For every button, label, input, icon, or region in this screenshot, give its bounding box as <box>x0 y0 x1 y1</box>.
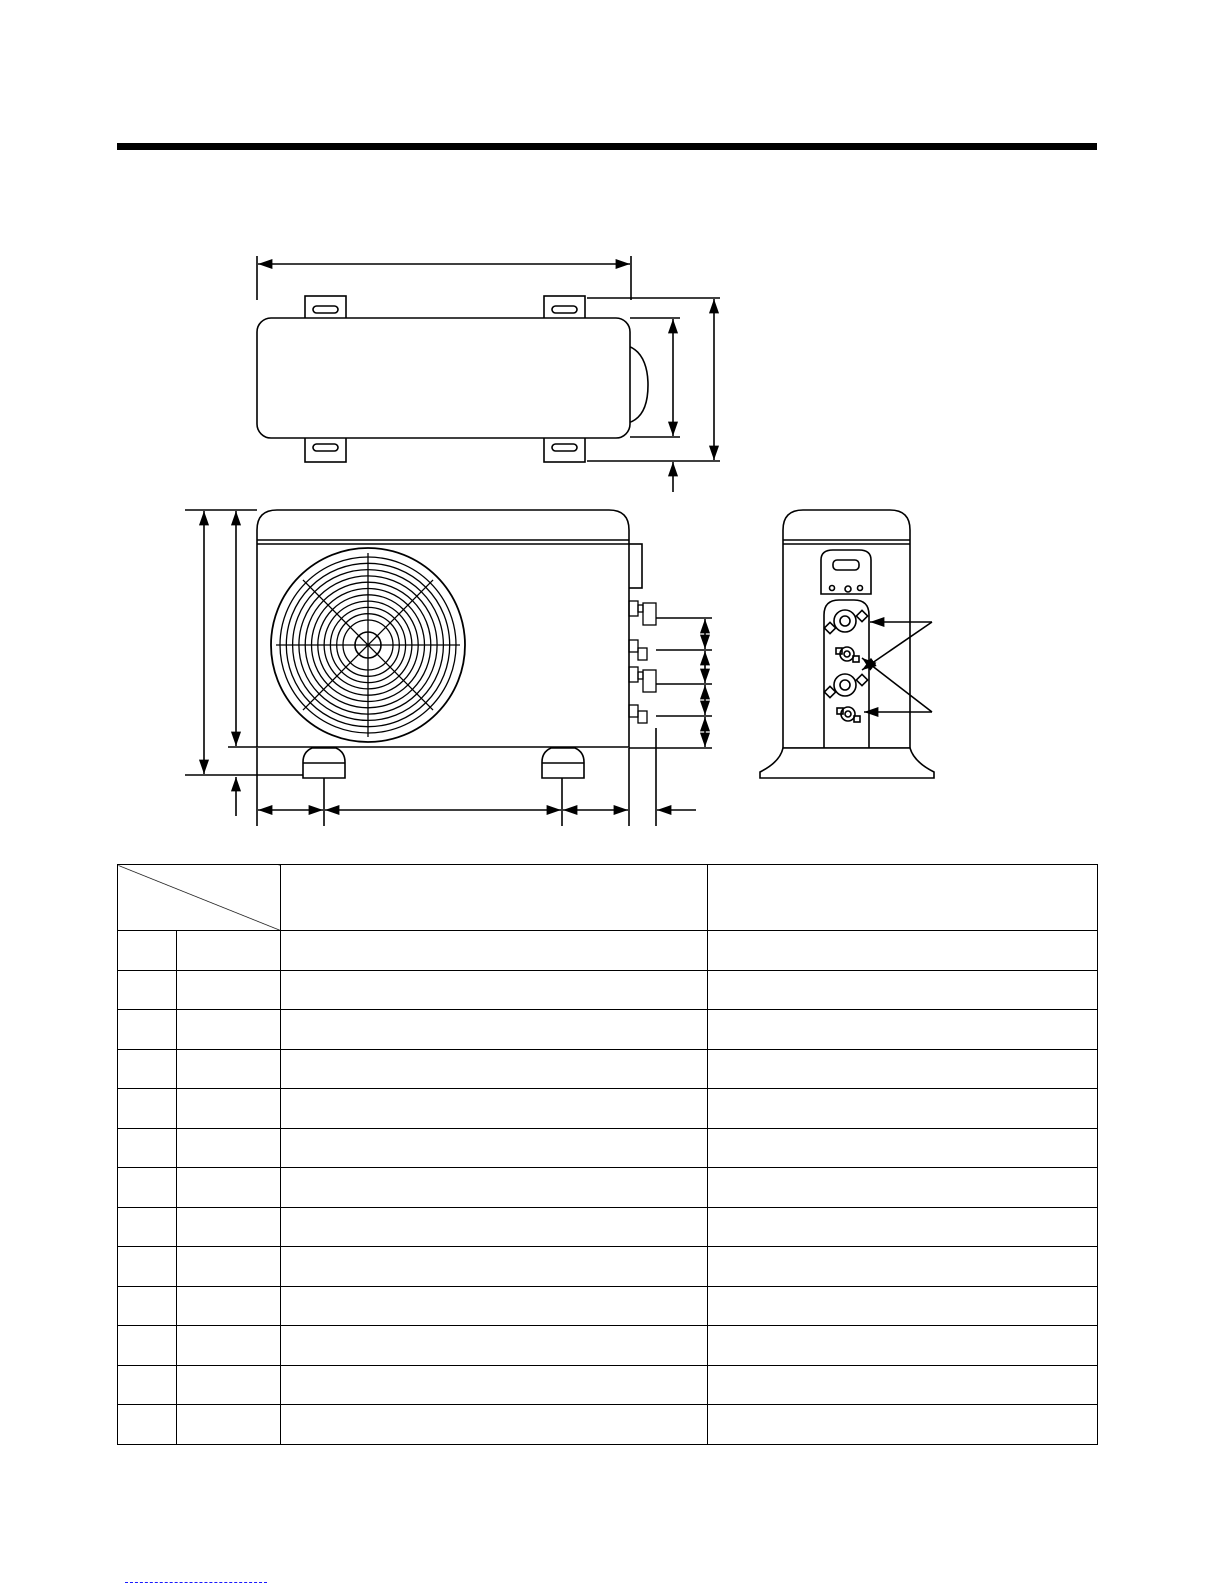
table-row <box>118 1089 1098 1129</box>
table-header-col-a <box>281 865 708 931</box>
table-cell-item <box>177 1128 281 1168</box>
table-cell-num <box>118 1207 177 1247</box>
front-view-casing <box>257 510 629 747</box>
table-cell-a <box>281 1286 708 1326</box>
table-cell-item <box>177 1010 281 1050</box>
table-cell-item <box>177 1049 281 1089</box>
side-view <box>760 510 934 778</box>
table-cell-num <box>118 1247 177 1287</box>
table-cell-b <box>708 1010 1098 1050</box>
table-row <box>118 1365 1098 1405</box>
table-cell-a <box>281 1128 708 1168</box>
table-cell-item <box>177 1168 281 1208</box>
top-view <box>257 256 720 492</box>
table-cell-b <box>708 1049 1098 1089</box>
table-row <box>118 1128 1098 1168</box>
table-cell-a <box>281 970 708 1010</box>
table-row <box>118 1010 1098 1050</box>
table-row <box>118 1247 1098 1287</box>
table-cell-item <box>177 1405 281 1445</box>
table-cell-a <box>281 1247 708 1287</box>
table-row <box>118 1405 1098 1445</box>
table-cell-a <box>281 1010 708 1050</box>
table-cell-b <box>708 1286 1098 1326</box>
mounting-bracket <box>544 436 585 462</box>
table-header-row <box>118 865 1098 931</box>
table-cell-b <box>708 1405 1098 1445</box>
table-cell-item <box>177 1247 281 1287</box>
table-cell-item <box>177 931 281 971</box>
table-cell-num <box>118 1049 177 1089</box>
compressor-bulge <box>628 346 648 423</box>
table-cell-item <box>177 1365 281 1405</box>
table-cell-num <box>118 1365 177 1405</box>
table-cell-item <box>177 970 281 1010</box>
table-cell-item <box>177 1326 281 1366</box>
table-row <box>118 1207 1098 1247</box>
table-cell-b <box>708 970 1098 1010</box>
table-cell-b <box>708 1365 1098 1405</box>
table-cell-num <box>118 1010 177 1050</box>
service-valves <box>629 601 656 723</box>
table-corner-cell <box>118 865 281 931</box>
table-cell-a <box>281 1089 708 1129</box>
table-cell-num <box>118 931 177 971</box>
footer-link-underline <box>125 1582 267 1583</box>
table-cell-a <box>281 1405 708 1445</box>
table-cell-item <box>177 1089 281 1129</box>
table-cell-b <box>708 1089 1098 1129</box>
table-cell-a <box>281 1168 708 1208</box>
table-cell-b <box>708 1207 1098 1247</box>
top-view-casing <box>257 318 630 438</box>
table-cell-b <box>708 1168 1098 1208</box>
dimension-table <box>117 864 1098 1445</box>
side-cover <box>628 544 642 588</box>
table-cell-num <box>118 1168 177 1208</box>
table-cell-num <box>118 1286 177 1326</box>
table-cell-num <box>118 1405 177 1445</box>
table-header-col-b <box>708 865 1098 931</box>
table-cell-item <box>177 1207 281 1247</box>
table-row <box>118 1326 1098 1366</box>
table-cell-a <box>281 1365 708 1405</box>
table-cell-item <box>177 1286 281 1326</box>
table-cell-b <box>708 1128 1098 1168</box>
table-row <box>118 1168 1098 1208</box>
front-view <box>185 510 712 826</box>
side-base <box>760 748 934 778</box>
mounting-bracket <box>305 436 346 462</box>
table-row <box>118 931 1098 971</box>
table-row <box>118 970 1098 1010</box>
table-cell-a <box>281 1326 708 1366</box>
table-cell-b <box>708 1326 1098 1366</box>
table-cell-b <box>708 1247 1098 1287</box>
table-cell-b <box>708 931 1098 971</box>
table-cell-num <box>118 1089 177 1129</box>
table-cell-num <box>118 1326 177 1366</box>
table-cell-a <box>281 1207 708 1247</box>
table-cell-a <box>281 931 708 971</box>
table-cell-a <box>281 1049 708 1089</box>
table-cell-num <box>118 970 177 1010</box>
table-cell-num <box>118 1128 177 1168</box>
table-row <box>118 1049 1098 1089</box>
table-row <box>118 1286 1098 1326</box>
